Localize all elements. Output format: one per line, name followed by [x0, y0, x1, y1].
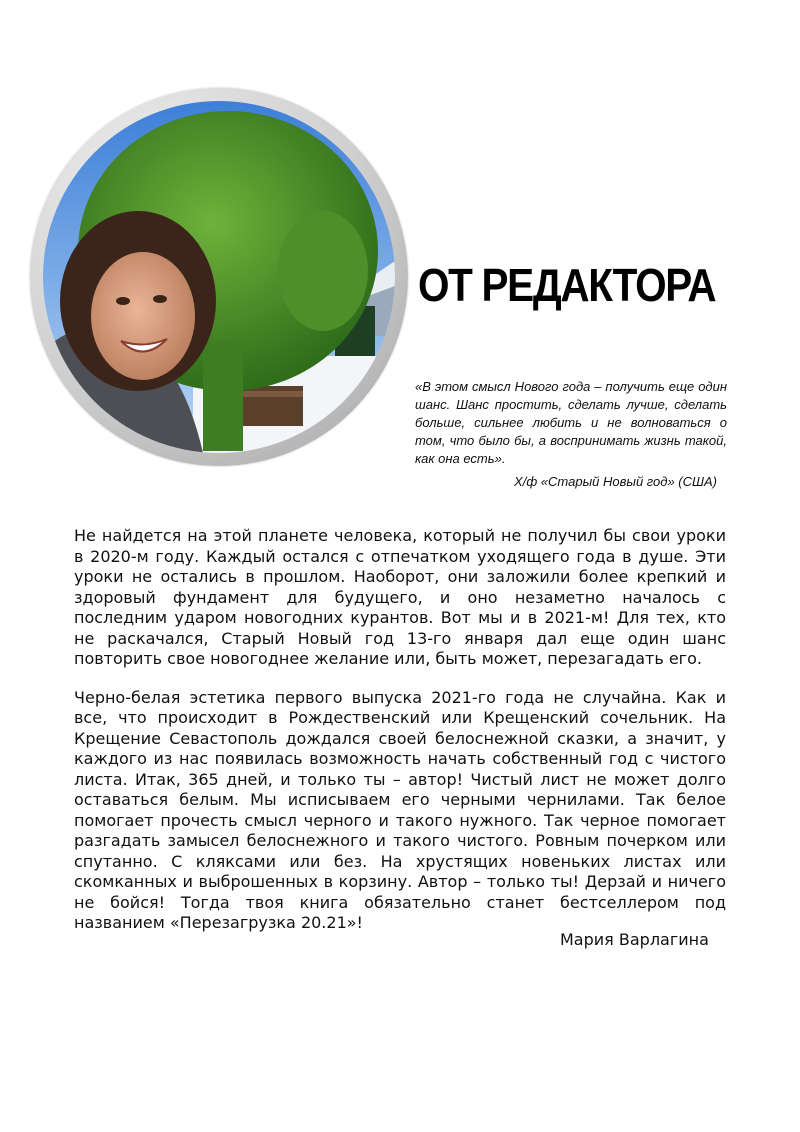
paragraph: Черно-белая эстетика первого выпуска 2021-го года не случайна. Как и все, что происходит в Рождественский или Крещенский сочельник. На Крещение Севастополь дождался своей белоснежной сказки, а значит, у каждого из нас появилась возможность начать собственный год с чистого листа. Итак, 365 дней, и только ты – автор! Чистый лист не может долго оставаться белым. Мы исписываем его черными чернилами. Так белое помогает прочесть смысл черного и такого нужного. Так черное помогает разгадать замысел белоснежного и такого чистого. Ровным почерком или спутанно. С кляксами или без. На хрустящих новеньких листах или скомканных и выброшенных в корзину. Автор – только ты! Дерзай и ничего не бойся! Тогда твоя книга обязательно станет бестселлером под названием «Перезагрузка 20.21»!: [74, 687, 726, 932]
editor-photo-frame: [30, 88, 408, 466]
editorial-text: [74, 526, 726, 952]
editor-photo: [43, 101, 395, 453]
epigraph-quote: «В этом смысл Нового года – получить еще один шанс. Шанс простить, сделать лучше, сделать больше, сильнее любить и не волноваться о том, что было бы, а воспринимать жизнь такой, как она есть».: [415, 379, 727, 466]
editor-portrait-image: [43, 101, 395, 453]
author-signature: Мария Варлагина: [560, 930, 709, 949]
page-title: ОТ РЕДАКТОРА: [418, 259, 716, 311]
epigraph-source: Х/ф «Старый Новый год» (США): [514, 474, 717, 489]
paragraph: Не найдется на этой планете человека, который не получил бы свои уроки в 2020-м году. Каждый остался с отпечатком уходящего года в душе. Эти уроки не остались в прошлом. Наоборот, они заложили более крепкий и здоровый фундамент для будущего, и оно незаметно началось с последним ударом новогодних курантов. Вот мы и в 2021-м! Для тех, кто не раскачался, Старый Новый год 13-го января дал еще один шанс повторить свое новогоднее желание или, быть может, перезагадать его.: [74, 526, 726, 668]
